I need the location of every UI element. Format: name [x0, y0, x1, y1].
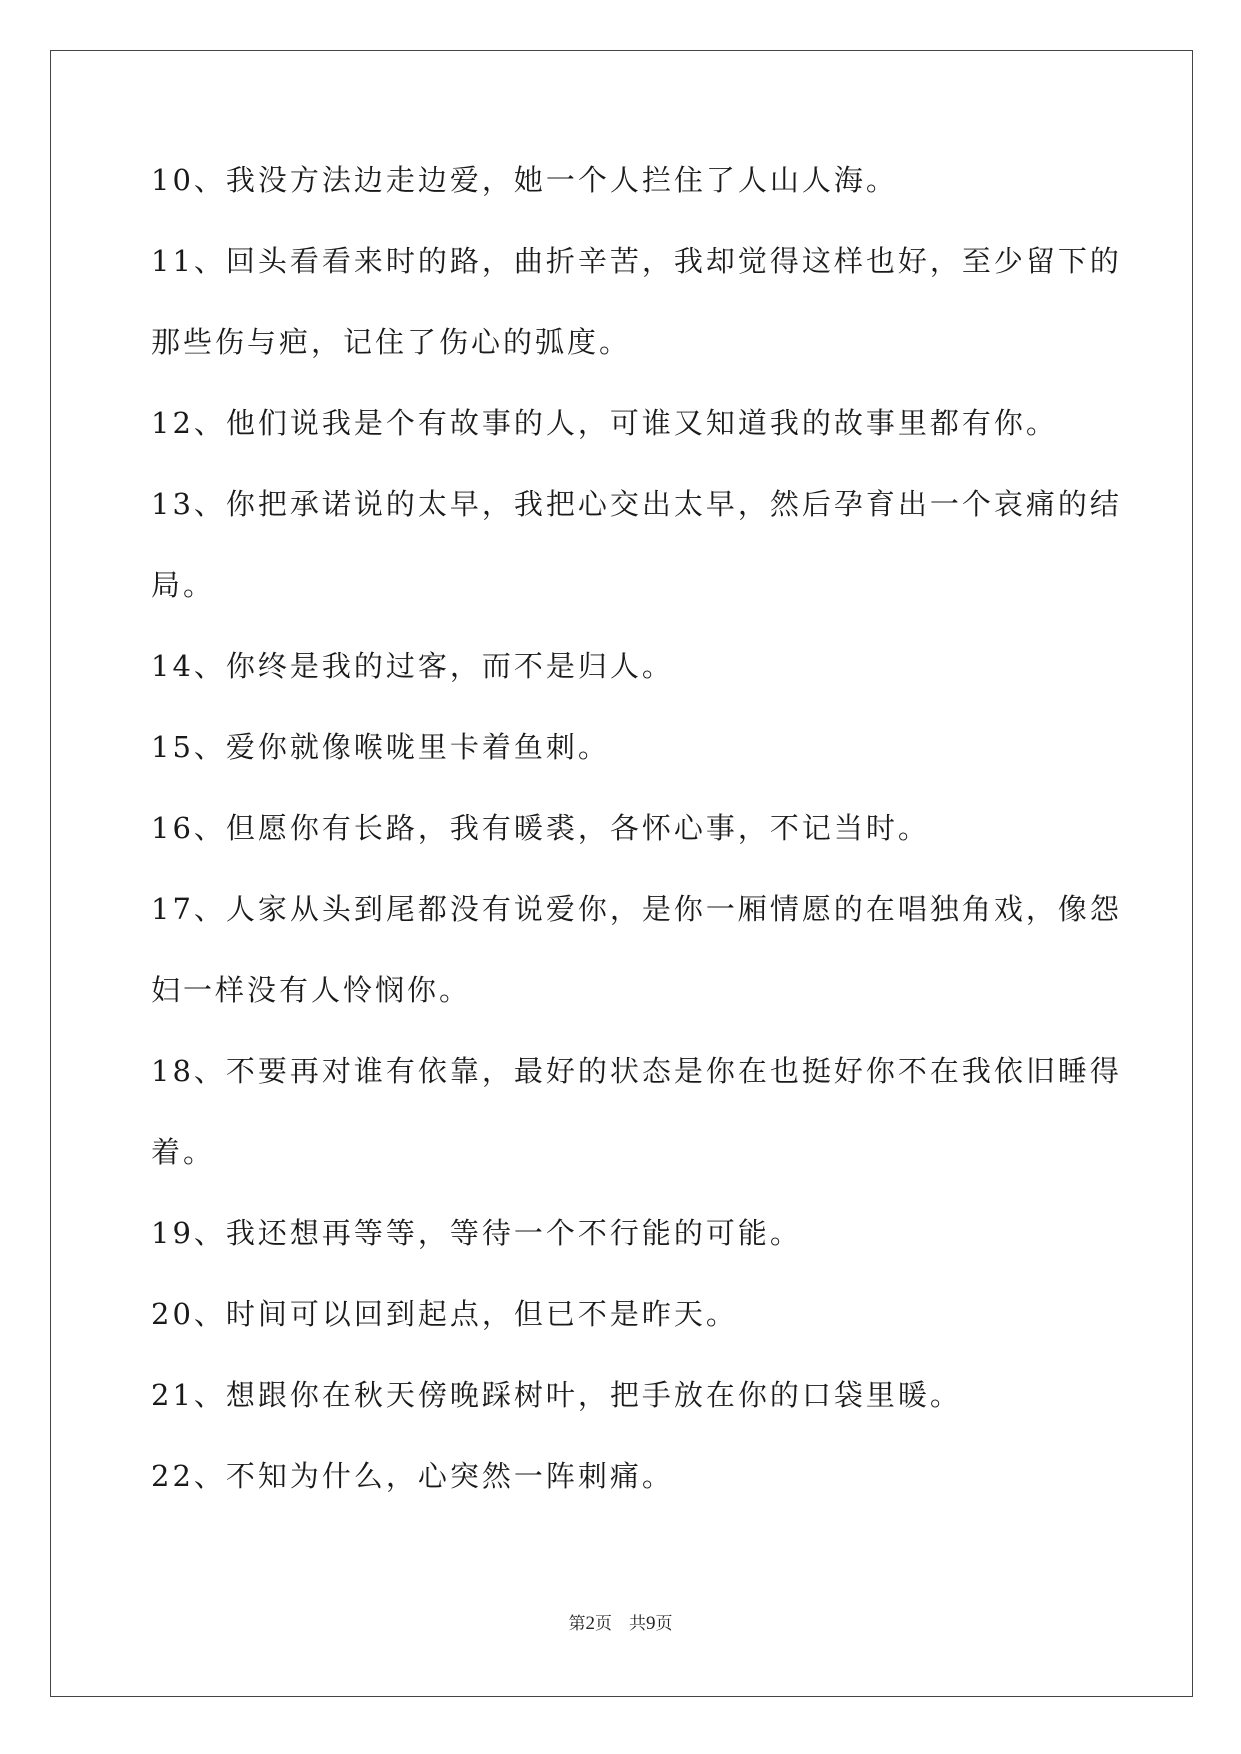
total-page-number: 9 [646, 1613, 656, 1634]
text-line: 14、你终是我的过客，而不是归人。 [151, 649, 674, 683]
page-number-suffix: 页 [655, 1614, 673, 1634]
text-line: 妇一样没有人怜悯你。 [151, 973, 472, 1007]
page-number-middle: 页 共 [595, 1614, 646, 1634]
document-body [151, 160, 1122, 1537]
text-line: 那些伤与疤，记住了伤心的弧度。 [151, 325, 632, 359]
page-number-prefix: 第 [568, 1614, 586, 1634]
current-page-number: 2 [585, 1613, 595, 1634]
text-line: 22、不知为什么，心突然一阵刺痛。 [151, 1459, 674, 1493]
text-line: 19、我还想再等等，等待一个不行能的可能。 [151, 1216, 802, 1250]
text-line: 16、但愿你有长路，我有暖裘，各怀心事，不记当时。 [151, 811, 930, 845]
text-line: 12、他们说我是个有故事的人，可谁又知道我的故事里都有你。 [151, 406, 1058, 440]
text-line: 11、回头看看来时的路，曲折辛苦，我却觉得这样也好，至少留下的 [151, 244, 1122, 278]
text-line: 10、我没方法边走边爱，她一个人拦住了人山人海。 [151, 163, 898, 197]
text-line: 18、不要再对谁有依靠，最好的状态是你在也挺好你不在我依旧睡得 [151, 1054, 1122, 1088]
text-line: 15、爱你就像喉咙里卡着鱼刺。 [151, 730, 610, 764]
text-line: 着。 [151, 1135, 216, 1169]
text-line: 13、你把承诺说的太早，我把心交出太早，然后孕育出一个哀痛的结 [151, 487, 1122, 521]
text-line: 17、人家从头到尾都没有说爱你，是你一厢情愿的在唱独角戏，像怨 [151, 892, 1122, 926]
text-line: 21、想跟你在秋天傍晚踩树叶，把手放在你的口袋里暖。 [151, 1378, 962, 1412]
text-line: 20、时间可以回到起点，但已不是昨天。 [151, 1297, 738, 1331]
page-footer [0, 1612, 1241, 1636]
text-line: 局。 [151, 568, 216, 602]
